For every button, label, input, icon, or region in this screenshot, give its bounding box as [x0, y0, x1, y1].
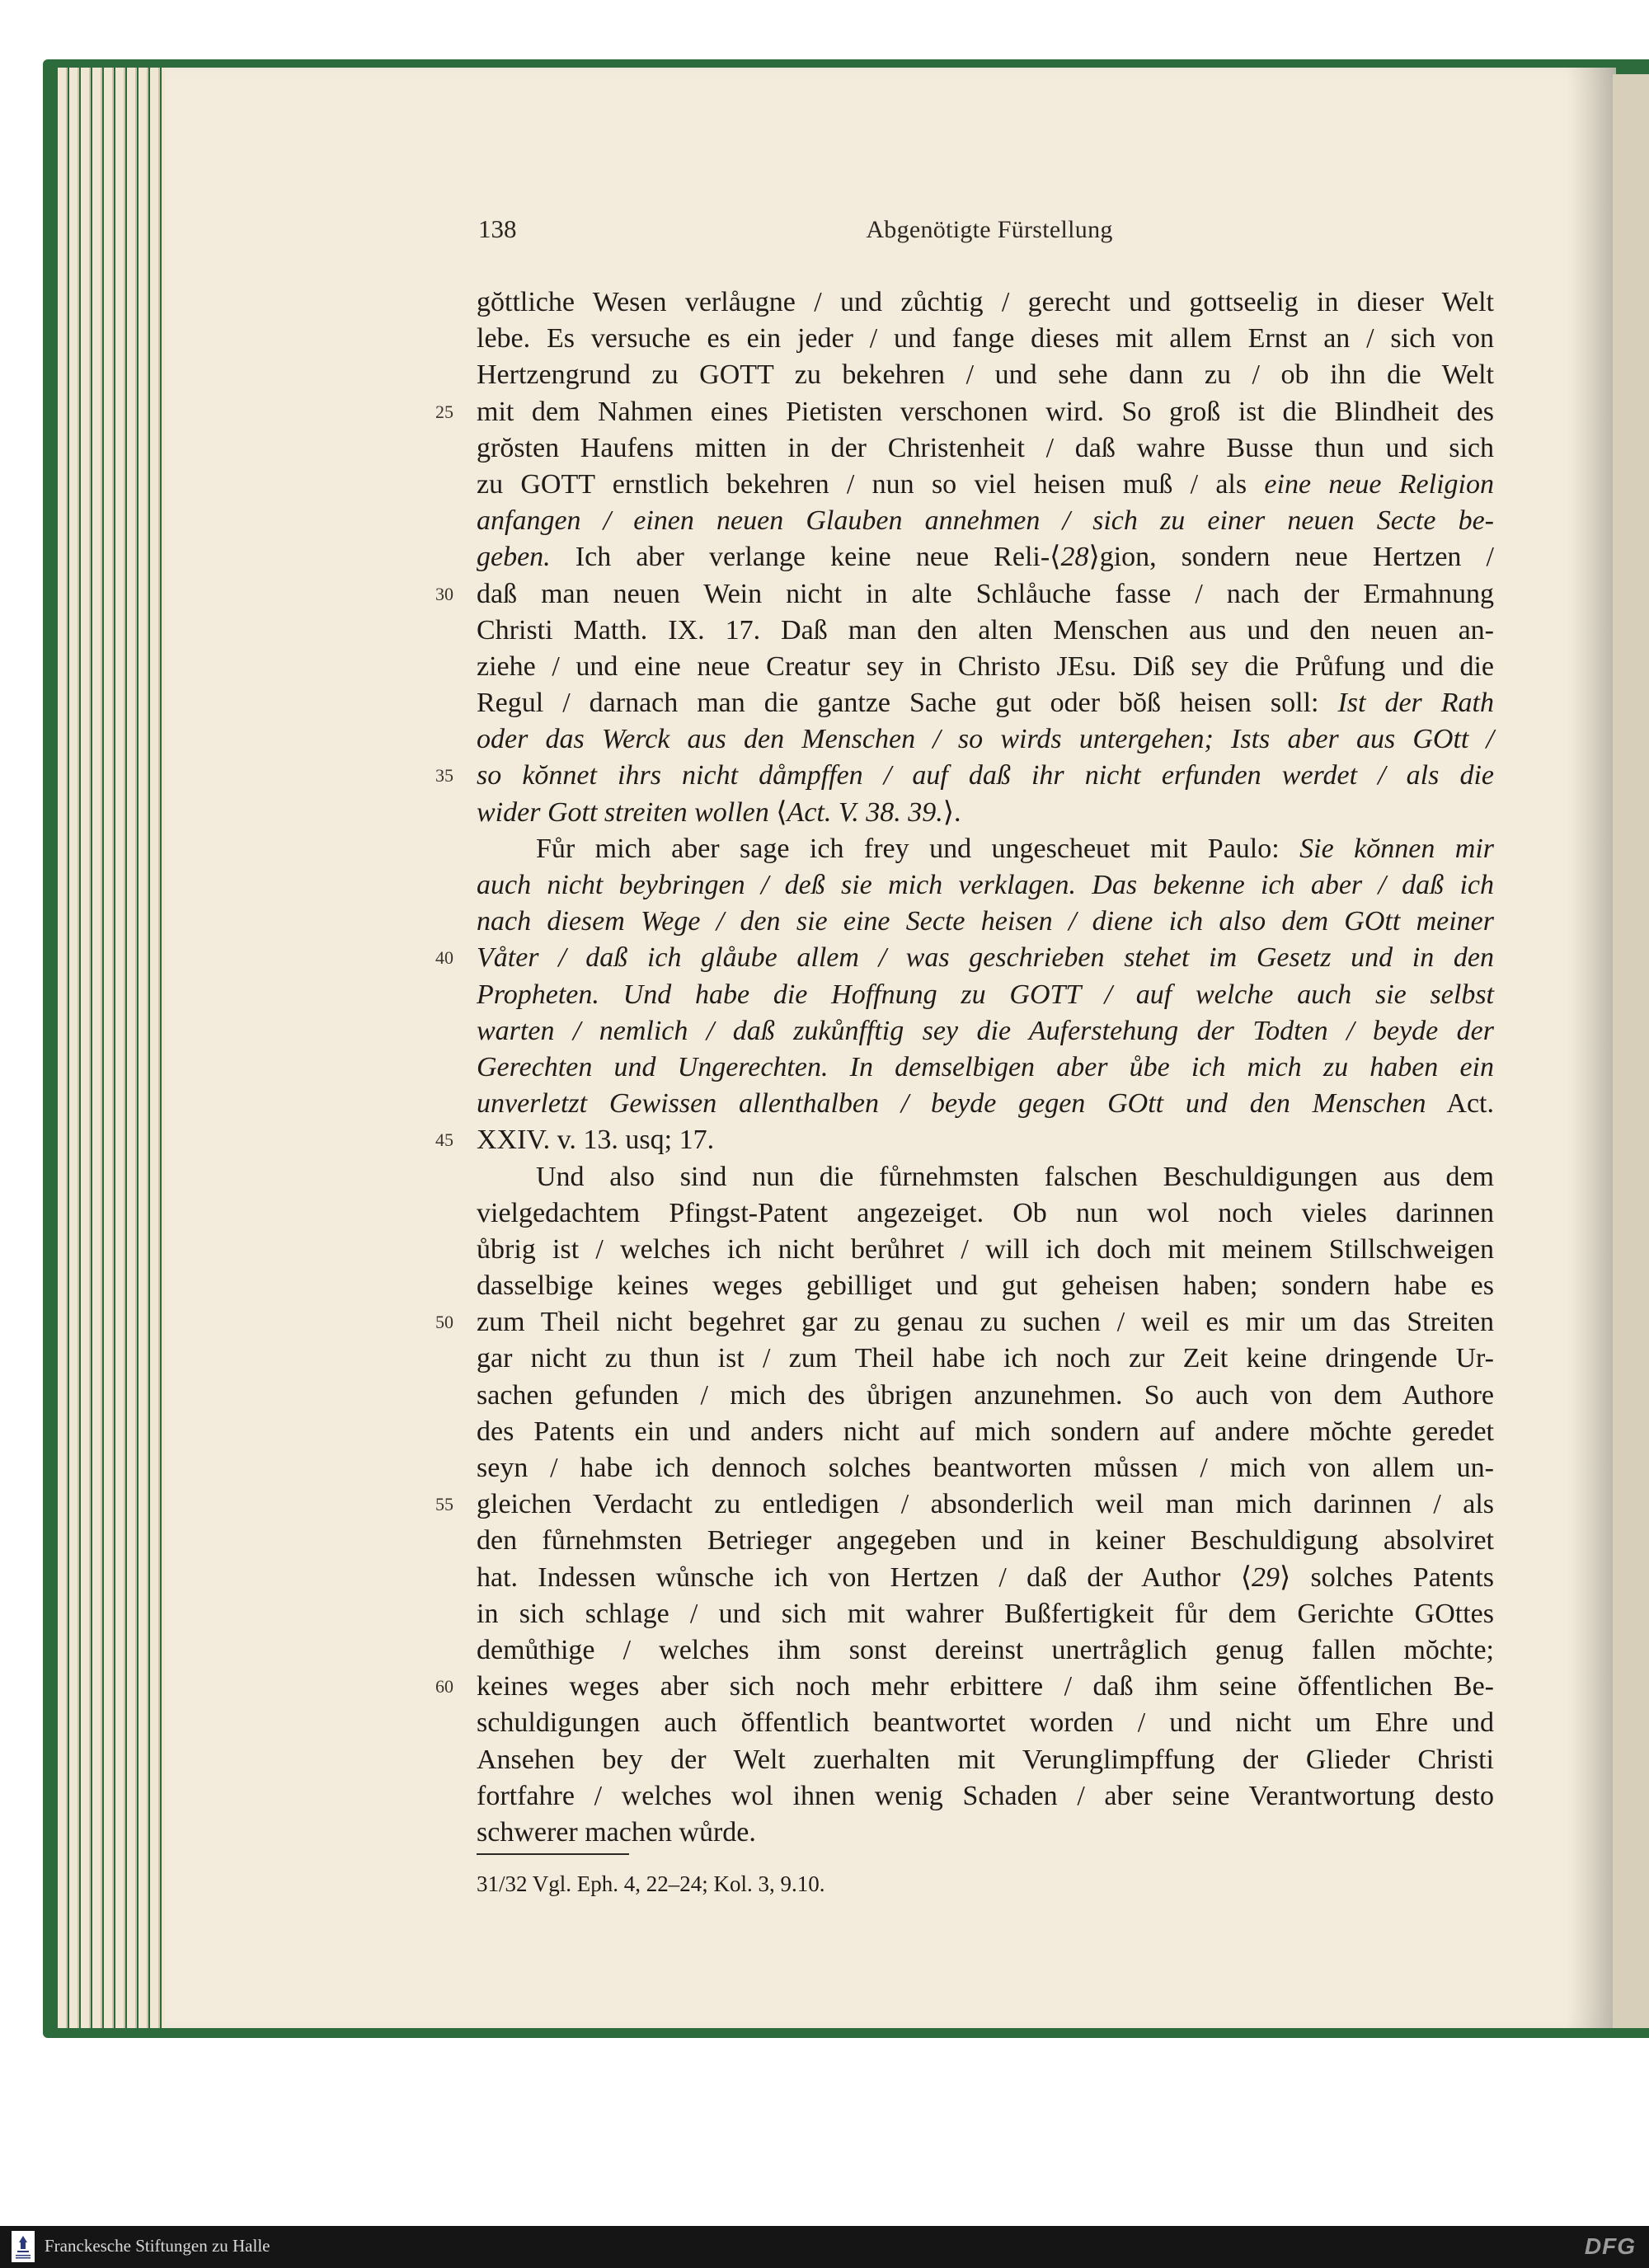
- viewer-footer-bar: [0, 2226, 1649, 2268]
- text-line: Ansehen bey der Welt zuerhalten mit Verunglimpffung der Glieder Christi: [477, 1744, 1494, 1775]
- text-line: ziehe / und eine neue Creatur sey in Christo JEsu. Diß sey die Průfung und die: [477, 650, 1494, 682]
- text-line: auch nicht beybringen / deß sie mich verklagen. Das bekenne ich aber / daß ich: [477, 870, 1494, 900]
- text-line: demůthige / welches ihm sonst dereinst unertråglich genug fallen mŏchte;: [477, 1634, 1494, 1665]
- text-line: anfangen / einen neuen Glauben annehmen / sich zu einer neuen Secte be-: [477, 505, 1494, 537]
- line-number: 35: [435, 765, 453, 787]
- text-line: grŏsten Haufens mitten in der Christenheit / daß wahre Busse thun und sich: [477, 432, 1494, 463]
- text-line: nach diesem Wege / den sie eine Secte heisen / diene ich also dem GOtt meiner: [477, 906, 1494, 937]
- text-line: den fůrnehmsten Betrieger angegeben und in keiner Beschuldigung absolviret: [477, 1525, 1494, 1557]
- text-line: gŏttliche Wesen verlåugne / und zůchtig / gerecht und gottseelig in dieser Welt: [477, 287, 1494, 317]
- text-line: in sich schlage / und sich mit wahrer Bußfertigkeit fůr dem Gerichte GOttes: [477, 1598, 1494, 1629]
- institution-name: Franckesche Stiftungen zu Halle: [45, 2236, 270, 2256]
- text-line: Regul / darnach man die gantze Sache gut oder bŏß heisen soll: Ist der Rath: [477, 688, 1494, 719]
- text-line: gleichen Verdacht zu entledigen / absonderlich weil man mich darinnen / als 55: [477, 1486, 1494, 1523]
- footnote-rule: [477, 1853, 629, 1855]
- footnote: 31/32 Vgl. Eph. 4, 22–24; Kol. 3, 9.10.: [477, 1871, 825, 1896]
- text-line: gar nicht zu thun ist / zum Theil habe ich noch zur Zeit keine dringende Ur-: [477, 1343, 1494, 1374]
- text-line: Våter / daß ich glåube allem / was geschrieben stehet im Gesetz und in den 40: [477, 940, 1494, 976]
- page-header: [478, 214, 1501, 247]
- dfg-logo: DFG: [1584, 2233, 1636, 2259]
- text-line: vielgedachtem Pfingst-Patent angezeiget. Ob nun wol noch vieles darinnen: [477, 1197, 1494, 1228]
- line-number: 25: [435, 401, 453, 422]
- text-line: Und also sind nun die fůrnehmsten falschen Beschuldigungen aus dem: [536, 1161, 1494, 1192]
- text-line: dasselbige keines weges gebilliget und gut geheisen haben; sondern habe es: [477, 1270, 1494, 1302]
- text-line: hat. Indessen wůnsche ich von Hertzen / daß der Author ⟨29⟩ solches Patents: [477, 1561, 1494, 1593]
- line-number: 55: [435, 1494, 453, 1515]
- text-line: warten / nemlich / daß zukůnfftig sey die Auferstehung der Todten / beyde der: [477, 1015, 1494, 1046]
- line-number: 60: [435, 1676, 453, 1697]
- text-line: oder das Werck aus den Menschen / so wirds untergehen; Ists aber aus GOtt /: [477, 724, 1494, 755]
- text-line: des Patents ein und anders nicht auf mich sondern auf andere mŏchte geredet: [477, 1416, 1494, 1447]
- page-number: 138: [478, 214, 517, 243]
- line-number: 40: [435, 947, 453, 969]
- line-number: 50: [435, 1312, 453, 1333]
- institution-logo-icon: [12, 2231, 35, 2262]
- text-line: Propheten. Und habe die Hoffnung zu GOTT / auf welche auch sie selbst: [477, 979, 1494, 1010]
- text-line: mit dem Nahmen eines Pietisten verschonen wird. So groß ist die Blindheit des 25: [477, 394, 1494, 430]
- text-line: geben. Ich aber verlange keine neue Reli-⟨28⟩gion, sondern neue Hertzen /: [477, 542, 1495, 573]
- text-line: Christi Matth. IX. 17. Daß man den alten Menschen aus und den neuen an-: [477, 614, 1494, 646]
- text-line: daß man neuen Wein nicht in alte Schlåuche fasse / nach der Ermahnung 30: [477, 576, 1494, 613]
- text-line: ůbrig ist / welches ich nicht berůhret / will ich doch mit meinem Stillschweigen: [477, 1233, 1494, 1265]
- text-line: seyn / habe ich dennoch solches beantworten můssen / mich von allem un-: [477, 1453, 1494, 1483]
- text-line: unverletzt Gewissen allenthalben / beyde gegen GOtt und den Menschen Act.: [477, 1088, 1494, 1120]
- text-line: schuldigungen auch ŏffentlich beantwortet worden / und nicht um Ehre und: [477, 1707, 1494, 1739]
- text-line: fortfahre / welches wol ihnen wenig Schaden / aber seine Verantwortung desto: [477, 1780, 1494, 1811]
- facing-page-edge: [1613, 74, 1649, 2028]
- text-line: wider Gott streiten wollen ⟨Act. V. 38. 39.⟩.: [477, 796, 961, 828]
- text-line: Hertzengrund zu GOTT zu bekehren / und sehe dann zu / ob ihn die Welt: [477, 359, 1494, 391]
- text-line: XXIV. v. 13. usq; 17. 45: [477, 1122, 1494, 1158]
- text-line: Gerechten und Ungerechten. In demselbigen aber ůbe ich mich zu haben ein: [477, 1051, 1494, 1082]
- text-line: so kŏnnet ihrs nicht dåmpffen / auf daß ihr nicht erfunden werdet / als die 35: [477, 758, 1494, 794]
- text-line: sachen gefunden / mich des ůbrigen anzunehmen. So auch von dem Authore: [477, 1379, 1494, 1411]
- running-head: Abgenötigte Fürstellung: [866, 216, 1113, 243]
- text-line: lebe. Es versuche es ein jeder / und fange dieses mit allem Ernst an / sich von: [477, 323, 1494, 355]
- text-line: schwerer machen wůrde.: [477, 1816, 756, 1848]
- body-text: [435, 284, 1495, 1851]
- text-line: zu GOTT ernstlich bekehren / nun so viel heisen muß / als eine neue Religion: [477, 468, 1494, 500]
- text-line: zum Theil nicht begehret gar zu genau zu suchen / weil es mir um das Streiten 50: [477, 1304, 1494, 1341]
- line-number: 30: [435, 583, 453, 604]
- text-line: keines weges aber sich noch mehr erbittere / daß ihm seine ŏffentlichen Be- 60: [477, 1669, 1494, 1705]
- text-line: Fůr mich aber sage ich frey und ungescheuet mit Paulo: Sie kŏnnen mir: [536, 833, 1494, 864]
- page-gutter-shadow: [1567, 68, 1616, 2028]
- line-number: 45: [435, 1129, 453, 1151]
